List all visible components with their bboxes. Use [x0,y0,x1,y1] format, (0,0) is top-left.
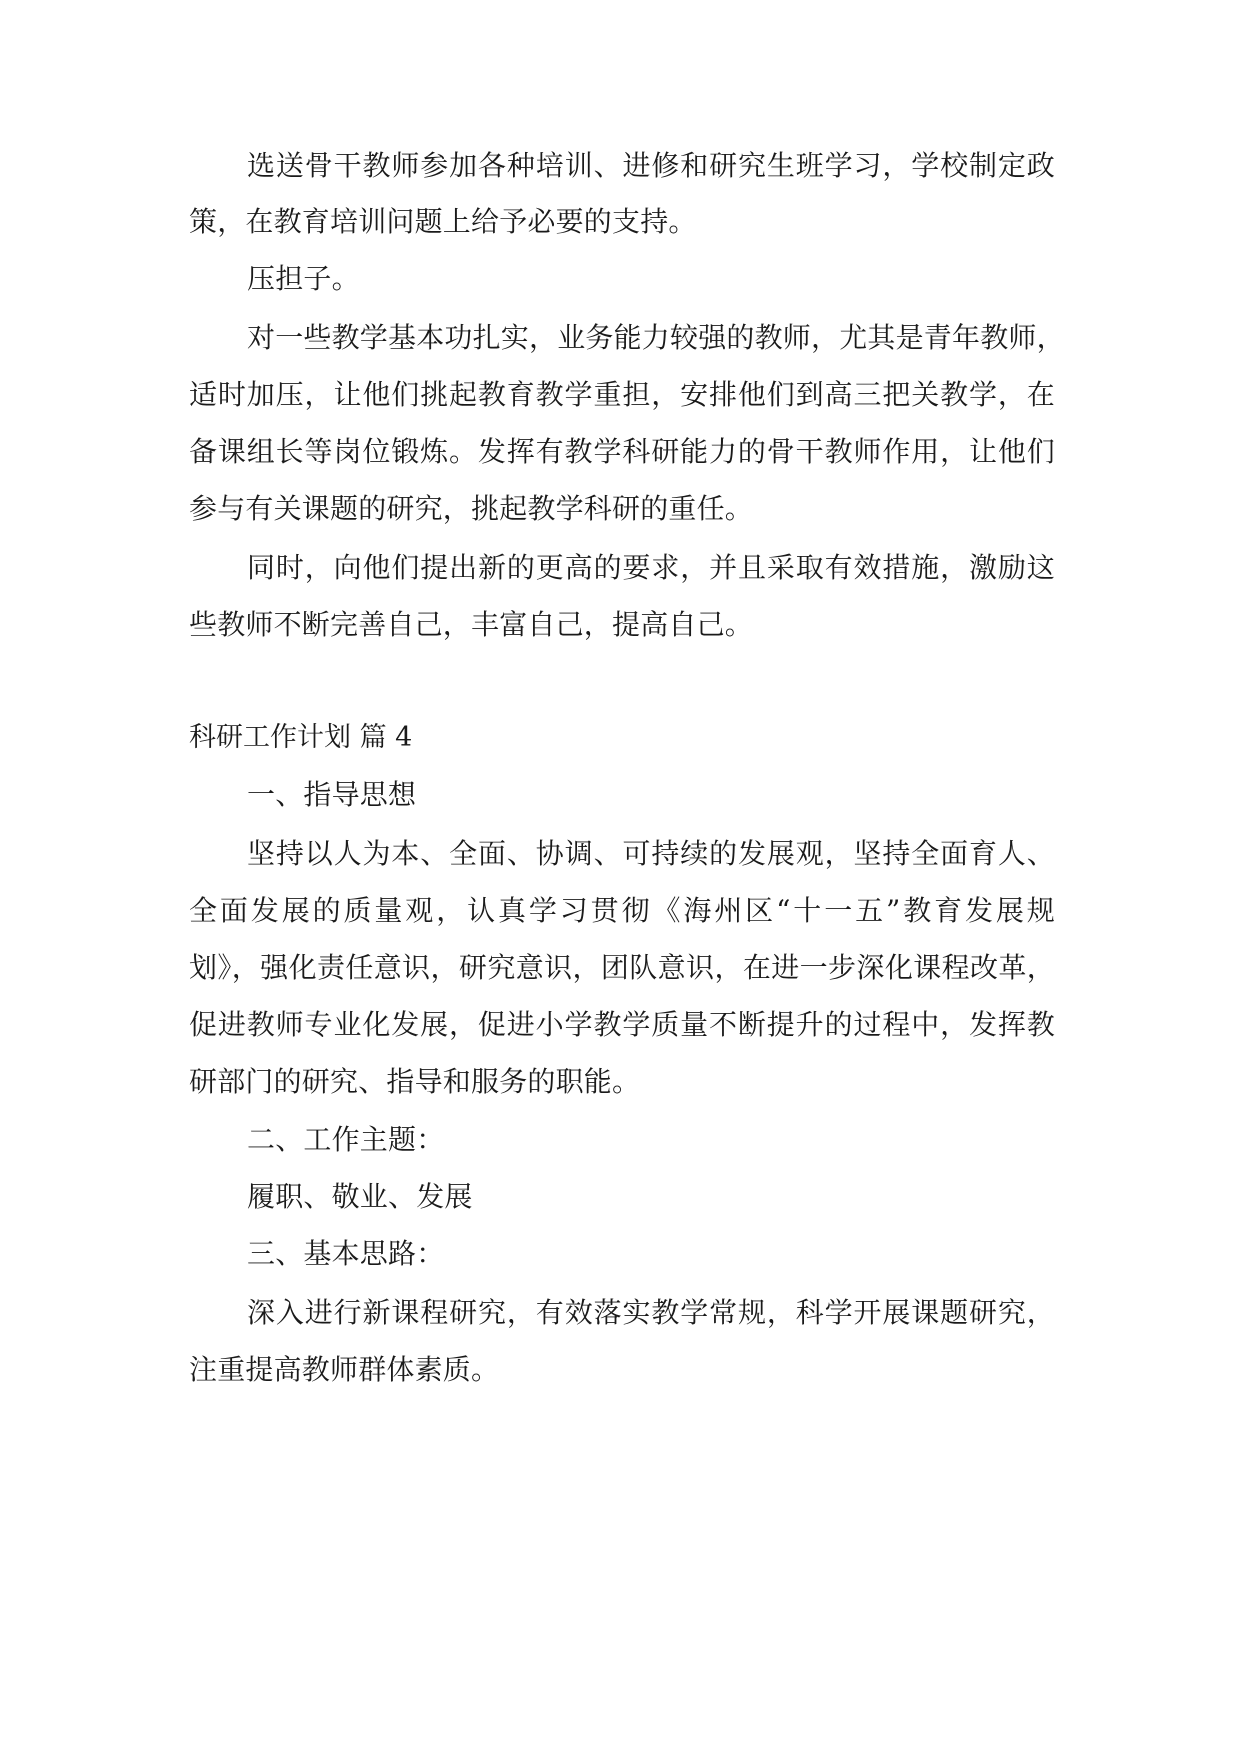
paragraph-line: 选送骨干教师参加各种培训、进修和研究生班学习，学校制定政 [247,149,1055,182]
paragraph-line: 坚持以人为本、全面、协调、可持续的发展观，坚持全面育人、 [247,837,1055,870]
paragraph-line: 划》，强化责任意识，研究意识，团队意识，在进一步深化课程改革， [189,951,1055,984]
paragraph-line: 策，在教育培训问题上给予必要的支持。 [189,205,697,238]
paragraph-line: 对一些教学基本功扎实，业务能力较强的教师，尤其是青年教师， [247,321,1065,354]
paragraph-line: 同时，向他们提出新的更高的要求，并且采取有效措施，激励这 [247,551,1055,584]
paragraph-line: 适时加压，让他们挑起教育教学重担，安排他们到高三把关教学，在 [189,378,1055,411]
paragraph-line: 参与有关课题的研究，挑起教学科研的重任。 [189,492,754,525]
subheading: 一、指导思想 [247,778,417,811]
paragraph-line: 促进教师专业化发展，促进小学教学质量不断提升的过程中，发挥教 [189,1008,1055,1041]
paragraph-line: 压担子。 [247,262,360,295]
subheading: 二、工作主题： [247,1123,445,1156]
paragraph-line: 注重提高教师群体素质。 [189,1353,500,1386]
paragraph-line: 深入进行新课程研究，有效落实教学常规，科学开展课题研究， [247,1296,1055,1329]
section-heading: 科研工作计划 篇 4 [189,722,413,753]
paragraph-line: 研部门的研究、指导和服务的职能。 [189,1065,641,1098]
paragraph-line: 履职、敬业、发展 [247,1180,473,1213]
paragraph-line: 些教师不断完善自己，丰富自己，提高自己。 [189,608,754,641]
subheading: 三、基本思路： [247,1237,445,1270]
paragraph-line: 全面发展的质量观，认真学习贯彻《海州区“十一五”教育发展规 [189,894,1055,927]
paragraph-line: 备课组长等岗位锻炼。发挥有教学科研能力的骨干教师作用，让他们 [189,435,1055,468]
